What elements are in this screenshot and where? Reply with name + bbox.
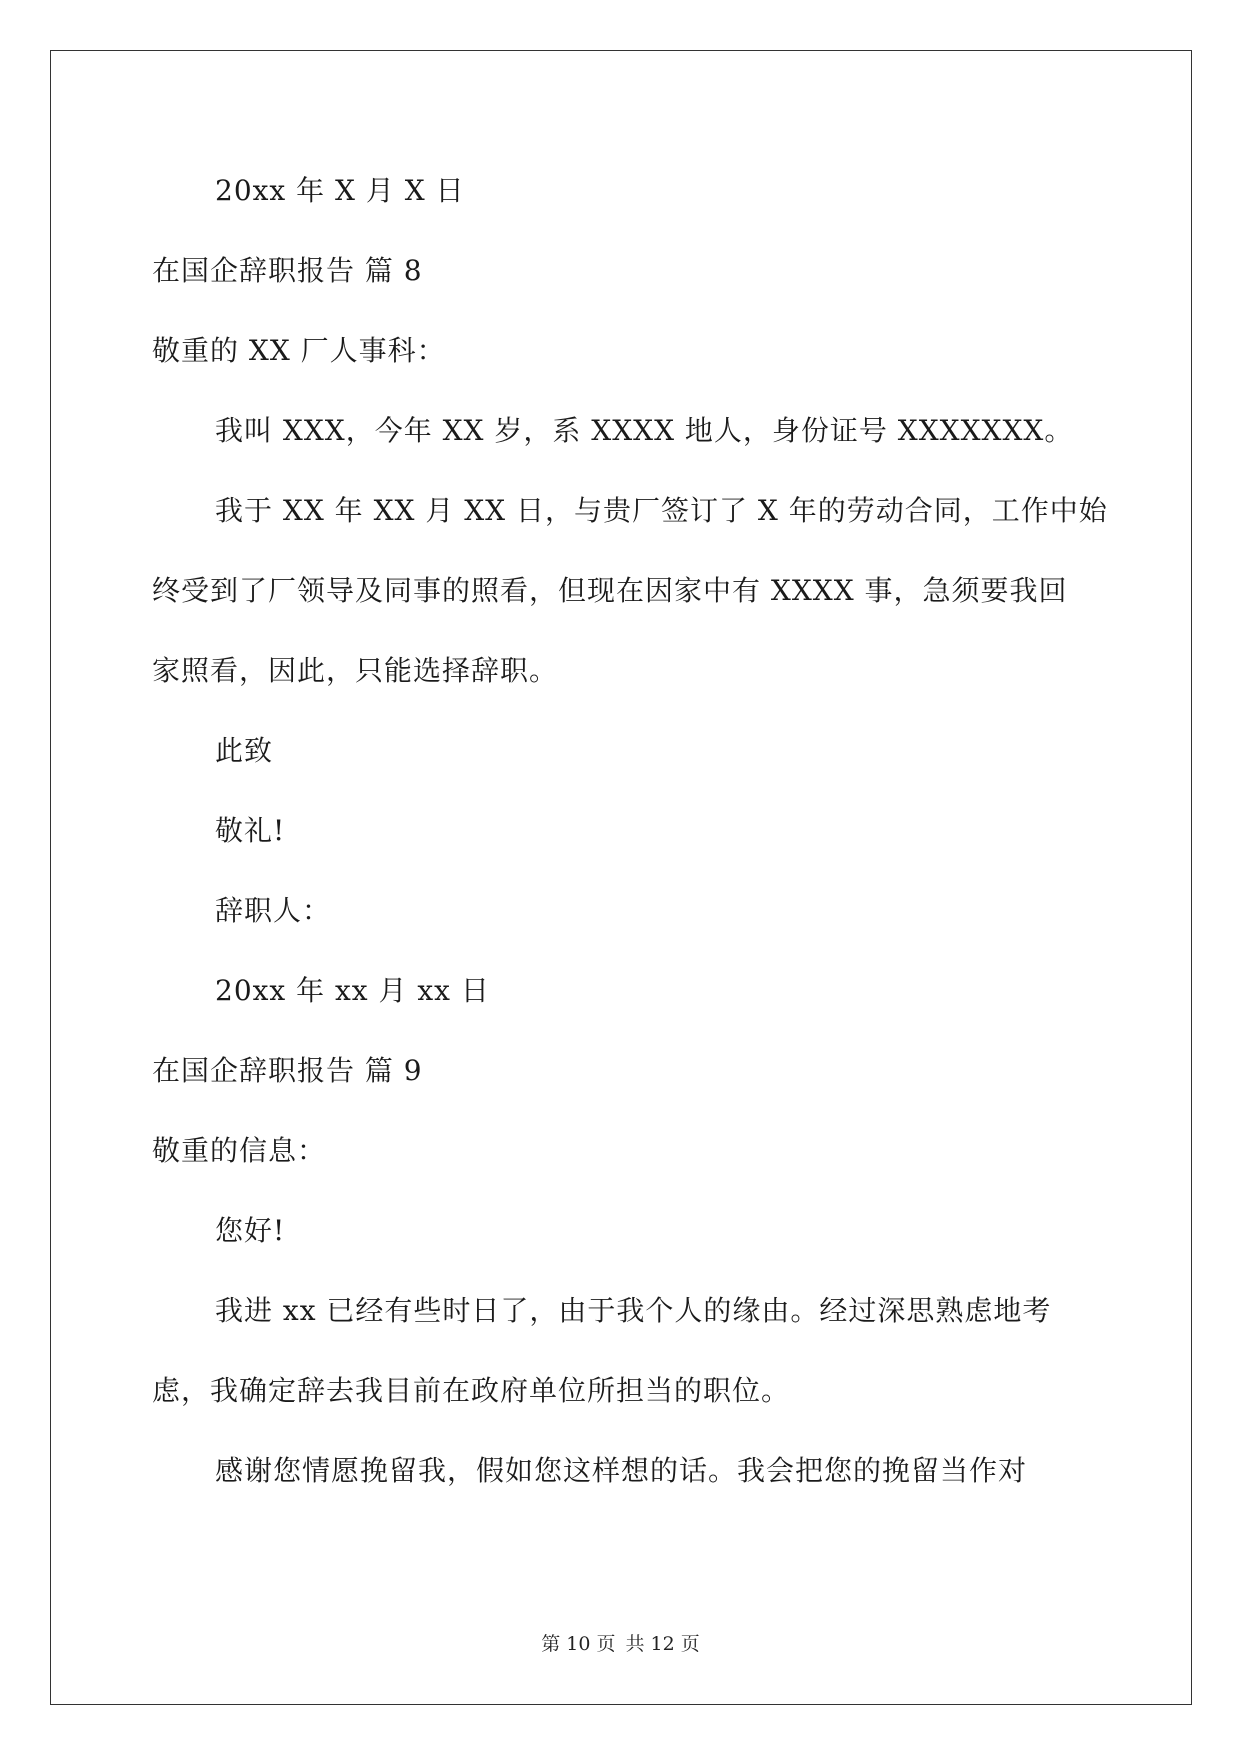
date-line: 20xx 年 X 月 X 日: [215, 174, 465, 207]
section-heading-8: 在国企辞职报告 篇 8: [152, 254, 423, 287]
salutation-line: 敬重的信息：: [152, 1134, 327, 1167]
salutation-line: 敬重的 XX 厂人事科：: [152, 334, 446, 367]
paragraph-line: 终受到了厂领导及同事的照看，但现在因家中有 XXXX 事，急须要我回: [152, 574, 1068, 607]
date-line: 20xx 年 xx 月 xx 日: [215, 974, 490, 1007]
current-page-label: 第 10 页: [541, 1633, 616, 1655]
total-pages-label: 共 12 页: [625, 1633, 700, 1655]
closing-line: 敬礼!: [215, 814, 286, 847]
paragraph-line: 我叫 XXX，今年 XX 岁，系 XXXX 地人，身份证号 XXXXXXX。: [215, 414, 1074, 447]
page-footer: [0, 1632, 1241, 1656]
paragraph-line: 我进 xx 已经有些时日了，由于我个人的缘由。经过深思熟虑地考: [215, 1294, 1052, 1327]
paragraph-line: 虑，我确定辞去我目前在政府单位所担当的职位。: [152, 1374, 791, 1407]
paragraph-line: 我于 XX 年 XX 月 XX 日，与贵厂签订了 X 年的劳动合同，工作中始: [215, 494, 1108, 527]
greeting-line: 您好!: [215, 1214, 286, 1247]
paragraph-line: 家照看，因此，只能选择辞职。: [152, 654, 559, 687]
signature-line: 辞职人：: [215, 894, 332, 927]
closing-line: 此致: [215, 734, 274, 767]
section-heading-9: 在国企辞职报告 篇 9: [152, 1054, 423, 1087]
paragraph-line: 感谢您情愿挽留我，假如您这样想的话。我会把您的挽留当作对: [215, 1454, 1028, 1487]
